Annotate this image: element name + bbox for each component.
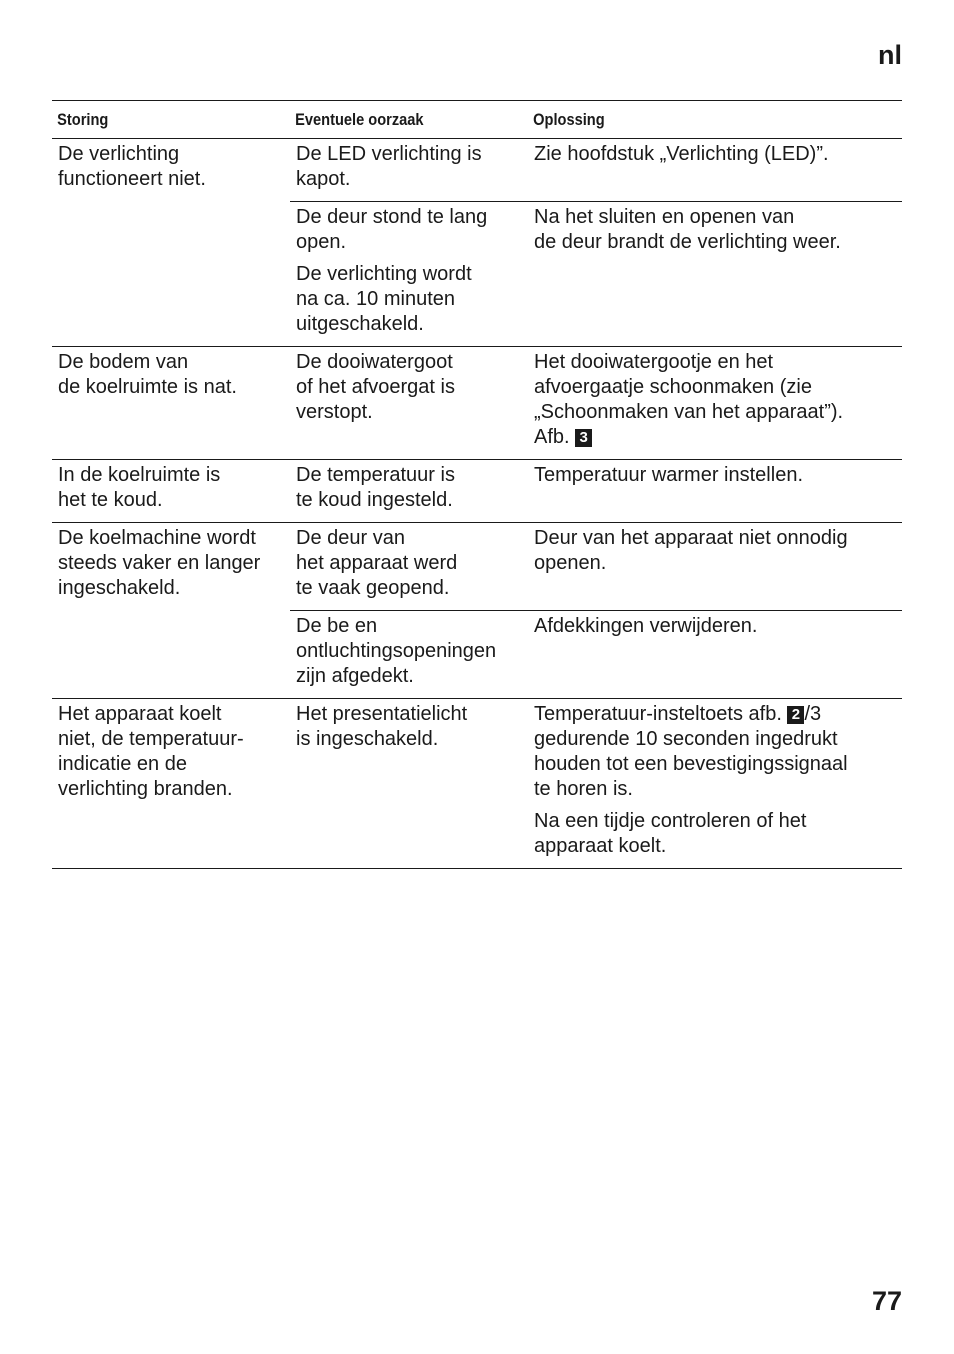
solution-text-part: Temperatuur-insteltoets afb. <box>534 703 788 725</box>
fault-cell <box>52 460 290 522</box>
figure-number-badge: 2 <box>787 706 804 724</box>
solution-text: Deur van het apparaat niet onnodig openen. <box>534 527 848 574</box>
cause-text: Het presentatielicht is ingeschakeld. <box>296 703 468 750</box>
cause-solution-row <box>290 347 902 459</box>
fault-cell <box>52 523 290 698</box>
table-row <box>52 698 902 868</box>
solution-cell <box>528 523 902 610</box>
solution-cell <box>528 347 902 459</box>
table-row <box>52 346 902 459</box>
cause-solution-row <box>290 460 902 522</box>
cause-cell <box>290 611 528 698</box>
solution-cell <box>528 611 902 698</box>
troubleshooting-table <box>52 100 902 869</box>
cause-cell <box>290 460 528 522</box>
column-header-solution: Oplossing <box>533 109 605 129</box>
solution-text-part: /3 gedurende 10 seconden ingedrukt houden tot een bevestigingssignaal te horen is. <box>534 703 848 800</box>
fault-cell <box>52 347 290 459</box>
table-row <box>52 459 902 522</box>
table-header <box>52 101 902 139</box>
solution-cell <box>528 202 902 346</box>
cause-text: De LED verlichting is kapot. <box>296 143 482 190</box>
cause-text: De be en ontluchtingsopeningen zijn afgedekt. <box>296 615 497 687</box>
table-row <box>52 522 902 698</box>
cause-solution-row <box>290 201 902 346</box>
fault-cell <box>52 139 290 346</box>
fault-text: Het apparaat koelt niet, de temperatuur- indicatie en de verlichting branden. <box>58 703 244 800</box>
fault-text: De koelmachine wordt steeds vaker en langer ingeschakeld. <box>58 527 261 599</box>
cause-text: De dooiwatergoot of het afvoergat is verstopt. <box>296 351 455 423</box>
cause-cell <box>290 202 528 346</box>
language-tag: nl <box>878 40 902 70</box>
solution-cell <box>528 460 902 522</box>
solution-text: Afdekkingen verwijderen. <box>534 615 758 637</box>
cause-text: De verlichting wordt na ca. 10 minuten uitgeschakeld. <box>296 263 472 335</box>
cause-cell <box>290 699 528 868</box>
column-header-cause: Eventuele oorzaak <box>295 109 424 129</box>
fault-text: In de koelruimte is het te koud. <box>58 464 221 511</box>
cause-solution-row <box>290 139 902 201</box>
column-header-fault: Storing <box>57 109 109 129</box>
solution-text: Zie hoofdstuk „Verlichting (LED)”. <box>534 143 829 165</box>
solution-text-part: Het dooiwatergootje en het afvoergaatje schoonmaken (zie „Schoonmaken van het apparaat”). Afb. <box>534 351 844 448</box>
cause-solution-row <box>290 523 902 610</box>
solution-text <box>534 350 896 459</box>
fault-text: De bodem van de koelruimte is nat. <box>58 351 237 398</box>
page-number: 77 <box>871 1286 902 1316</box>
solution-cell <box>528 139 902 201</box>
fault-cell <box>52 699 290 868</box>
solution-text: Na het sluiten en openen van de deur brandt de verlichting weer. <box>534 206 841 253</box>
cause-text: De temperatuur is te koud ingesteld. <box>296 464 455 511</box>
cause-cell <box>290 523 528 610</box>
table-row <box>52 139 902 346</box>
cause-text: De deur stond te lang open. <box>296 206 488 253</box>
cause-solution-row <box>290 699 902 868</box>
solution-text: Temperatuur warmer instellen. <box>534 464 803 486</box>
solution-text <box>534 702 896 802</box>
cause-solution-row <box>290 610 902 698</box>
cause-cell <box>290 347 528 459</box>
figure-number-badge: 3 <box>575 429 592 447</box>
cause-text: De deur van het apparaat werd te vaak geopend. <box>296 527 458 599</box>
fault-text: De verlichting functioneert niet. <box>58 143 206 190</box>
cause-cell <box>290 139 528 201</box>
solution-cell <box>528 699 902 868</box>
solution-text: Na een tijdje controleren of het apparaat koelt. <box>534 810 807 857</box>
